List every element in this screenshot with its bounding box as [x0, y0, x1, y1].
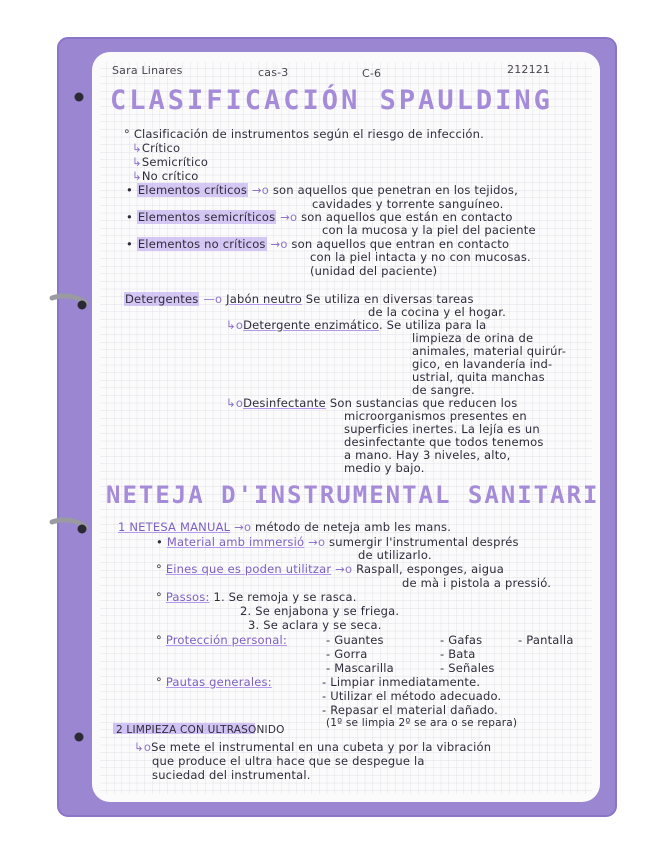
- level-item: ↳Semicrítico: [132, 155, 209, 169]
- material-line-2: de utilizarlo.: [358, 548, 432, 562]
- pautas-item: - Utilizar el método adecuado.: [322, 689, 502, 703]
- proteccion-item: - Pantalla: [518, 633, 574, 647]
- proteccion-item: - Gorra: [326, 647, 368, 661]
- section-title-spaulding: CLASIFICACIÓN SPAULDING: [110, 85, 553, 116]
- enzimatico-line: ↳oDetergente enzimático. Se utiliza para la: [226, 318, 487, 332]
- section-title-neteja: NETEJA D'INSTRUMENTAL SANITARI: [106, 481, 600, 509]
- enzimatico-line-5: ustrial, quita manchas: [412, 370, 545, 384]
- enzimatico-line-6: de sangre.: [412, 383, 475, 397]
- passos-step: 3. Se aclara y se seca.: [248, 618, 382, 632]
- eines-line: ° Eines que es poden utilitzar →o Raspall, esponges, aigua: [156, 562, 504, 576]
- enzimatico-line-2: limpieza de orina de: [412, 331, 534, 345]
- desinfectante-line: ↳oDesinfectante Son sustancias que reducen los: [226, 396, 518, 410]
- passos-line: ° Passos: 1. Se remoja y se rasca.: [156, 590, 357, 604]
- detergentes-line: Detergentes —o Jabón neutro Se utiliza en diversas tareas: [125, 292, 474, 306]
- semicriticos-line: • Elementos semicríticos →o son aquellos que están en contacto: [126, 210, 513, 224]
- level-item: ↳Crítico: [132, 141, 181, 155]
- nocriticos-line: • Elementos no críticos →o son aquellos que entran en contacto: [126, 237, 510, 251]
- class-label: cas-3: [258, 66, 289, 79]
- proteccion-item: - Señales: [440, 661, 495, 675]
- criticos-line: • Elementos críticos →o son aquellos que penetran en los tejidos,: [126, 183, 518, 197]
- criticos-line-2: cavidades y torrente sanguíneo.: [312, 197, 504, 211]
- proteccion-label: ° Protección personal:: [156, 633, 287, 647]
- nocriticos-line-3: (unidad del paciente): [310, 264, 438, 278]
- pautas-item: - Limpiar inmediatamente.: [322, 675, 481, 689]
- proteccion-item: - Mascarilla: [326, 661, 394, 675]
- ultrasonido-line: ↳oSe mete el instrumental en una cubeta y por la vibración: [134, 740, 492, 754]
- level-item: ↳No crítico: [132, 169, 199, 183]
- passos-step: 2. Se enjabona y se friega.: [240, 604, 400, 618]
- desinfectante-line-5: a mano. Hay 3 niveles, alto,: [344, 448, 511, 462]
- desinfectante-line-6: medio y bajo.: [344, 461, 425, 475]
- proteccion-item: - Bata: [440, 647, 476, 661]
- desinfectante-line-4: desinfectante que todos tenemos: [344, 435, 544, 449]
- pautas-note: (1º se limpia 2º se ara o se repara): [326, 717, 518, 729]
- semicriticos-line-2: con la mucosa y la piel del paciente: [322, 223, 536, 237]
- page-number: C-6: [362, 67, 382, 80]
- ultrasonido-line-2: que produce el ultra hace que se despegue la: [152, 754, 425, 768]
- date: 212121: [507, 63, 551, 76]
- desinfectante-line-3: superficies inertes. La lejía es un: [344, 422, 540, 436]
- ring-hole: [75, 733, 84, 742]
- jabon-line-2: de la cocina y el hogar.: [368, 305, 506, 319]
- student-name: Sara Linares: [112, 64, 183, 77]
- desinfectante-line-2: microorganismos presentes en: [344, 409, 527, 423]
- proteccion-item: - Guantes: [326, 633, 384, 647]
- ultrasonido-title: 2 LIMPIEZA CON ULTRASONIDO: [116, 724, 285, 736]
- intro-text: ° Clasificación de instrumentos según el riesgo de infección.: [124, 127, 484, 141]
- enzimatico-line-3: animales, material quirúr-: [412, 344, 567, 358]
- manual-line: 1 NETESA MANUAL →o método de neteja amb les mans.: [118, 520, 452, 534]
- proteccion-item: - Gafas: [440, 633, 483, 647]
- pautas-label: ° Pautas generales:: [156, 675, 272, 689]
- ring-hole: [75, 93, 84, 102]
- ultrasonido-line-3: suciedad del instrumental.: [152, 768, 311, 782]
- enzimatico-line-4: gico, en lavandería ind-: [412, 357, 553, 371]
- nocriticos-line-2: con la piel intacta y no con mucosas.: [310, 250, 531, 264]
- eines-line-2: de mà i pistola a pressió.: [402, 576, 552, 590]
- pautas-item: - Repasar el material dañado.: [322, 703, 498, 717]
- material-line: • Material amb immersió →o sumergir l'instrumental després: [156, 535, 519, 549]
